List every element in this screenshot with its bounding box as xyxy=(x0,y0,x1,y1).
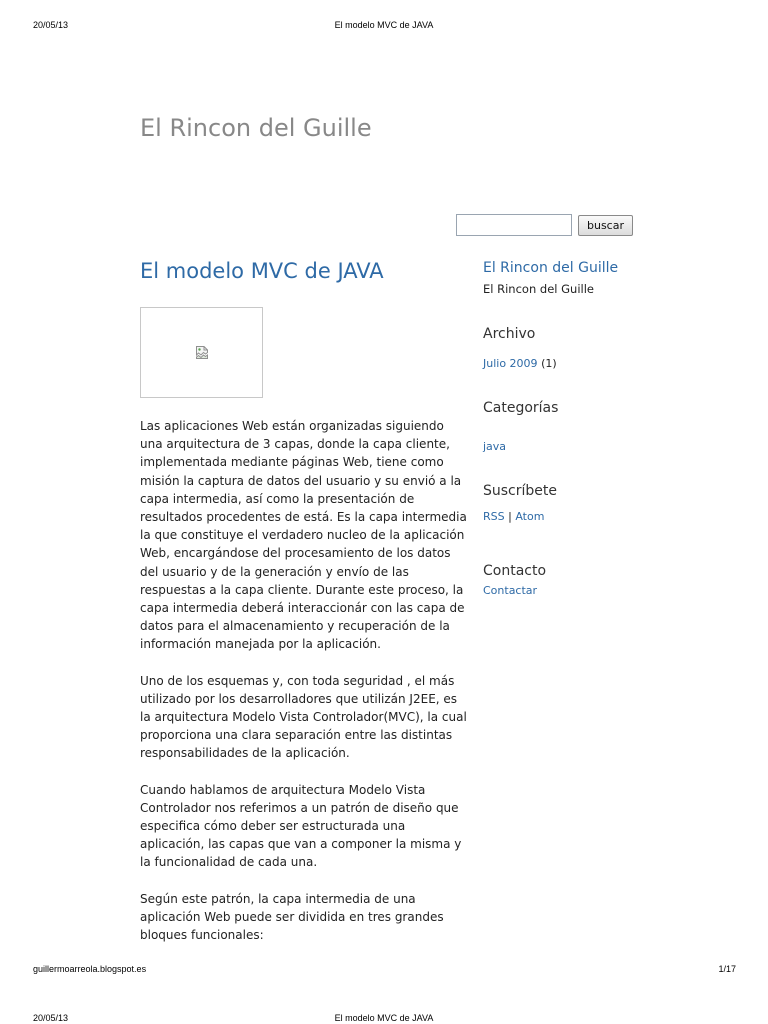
post-paragraph: Las aplicaciones Web están organizadas siguiendo una arquitectura de 3 capas, donde la capa cliente, implementada mediante páginas Web, tiene como misión la captura de datos del usuario y su envió a la capa intermedia, así como la presentación de resultados procedentes de está. Es la capa intermedia la que constituye el verdadero nucleo de la aplicación Web, encargándose del procesamiento de los datos del usuario y de la generación y envío de las respuestas a la capa cliente. Durante este proceso, la capa intermedia deberá interaccionár con las capa de datos para el almacenamiento y recuperación de la información manejada por la aplicación. xyxy=(140,419,467,652)
atom-link[interactable]: Atom xyxy=(515,510,545,523)
sidebar-contact-heading: Contacto xyxy=(483,563,547,579)
archive-count: (1) xyxy=(541,357,557,370)
post-image[interactable] xyxy=(140,307,263,398)
sidebar-subscribe-links xyxy=(483,510,544,523)
sidebar-archive-item xyxy=(483,357,557,370)
footer-url: guillermoarreola.blogspot.es xyxy=(33,964,147,974)
rss-link[interactable]: RSS xyxy=(483,510,505,523)
sidebar-categories-heading: Categorías xyxy=(483,400,559,416)
blog-title[interactable]: El Rincon del Guille xyxy=(140,114,372,142)
next-page-header-date: 20/05/13 xyxy=(33,1013,69,1023)
sidebar-profile-link[interactable]: El Rincon del Guille xyxy=(483,260,619,276)
print-header-date: 20/05/13 xyxy=(33,20,69,30)
sidebar-subscribe-heading: Suscríbete xyxy=(483,483,557,499)
print-header-title: El modelo MVC de JAVA xyxy=(334,20,434,30)
broken-image-icon xyxy=(196,346,208,359)
category-link-java[interactable]: java xyxy=(483,440,507,453)
post-title[interactable]: El modelo MVC de JAVA xyxy=(140,259,384,283)
archive-link-julio-2009[interactable]: Julio 2009 xyxy=(483,357,538,370)
post-paragraph: Cuando hablamos de arquitectura Modelo Vista Controlador nos referimos a un patrón de diseño que especifica cómo deber ser estructurada una aplicación, las capas que van a componer la misma y la funcionalidad de cada una. xyxy=(140,782,462,870)
next-page-header-title: El modelo MVC de JAVA xyxy=(334,1013,434,1023)
sidebar-archive-heading: Archivo xyxy=(483,326,536,342)
subscribe-separator: | xyxy=(508,510,512,523)
contact-link[interactable]: Contactar xyxy=(483,584,538,597)
post-paragraph: Uno de los esquemas y, con toda seguridad , el más utilizado por los desarrolladores que utilizán J2EE, es la arquitectura Modelo Vista Controlador(MVC), la cual proporciona una clara separación entre las distintas responsabilidades de la aplicación. xyxy=(140,673,467,761)
search-button[interactable]: buscar xyxy=(578,215,633,236)
post-paragraph: Según este patrón, la capa intermedia de una aplicación Web puede ser dividida en tres grandes bloques funcionales: xyxy=(140,891,444,943)
search-input[interactable] xyxy=(456,214,572,236)
footer-page-number: 1/17 xyxy=(718,964,736,974)
post-body xyxy=(140,417,470,962)
search-bar xyxy=(456,214,633,236)
sidebar-profile-text: El Rincon del Guille xyxy=(483,282,594,296)
